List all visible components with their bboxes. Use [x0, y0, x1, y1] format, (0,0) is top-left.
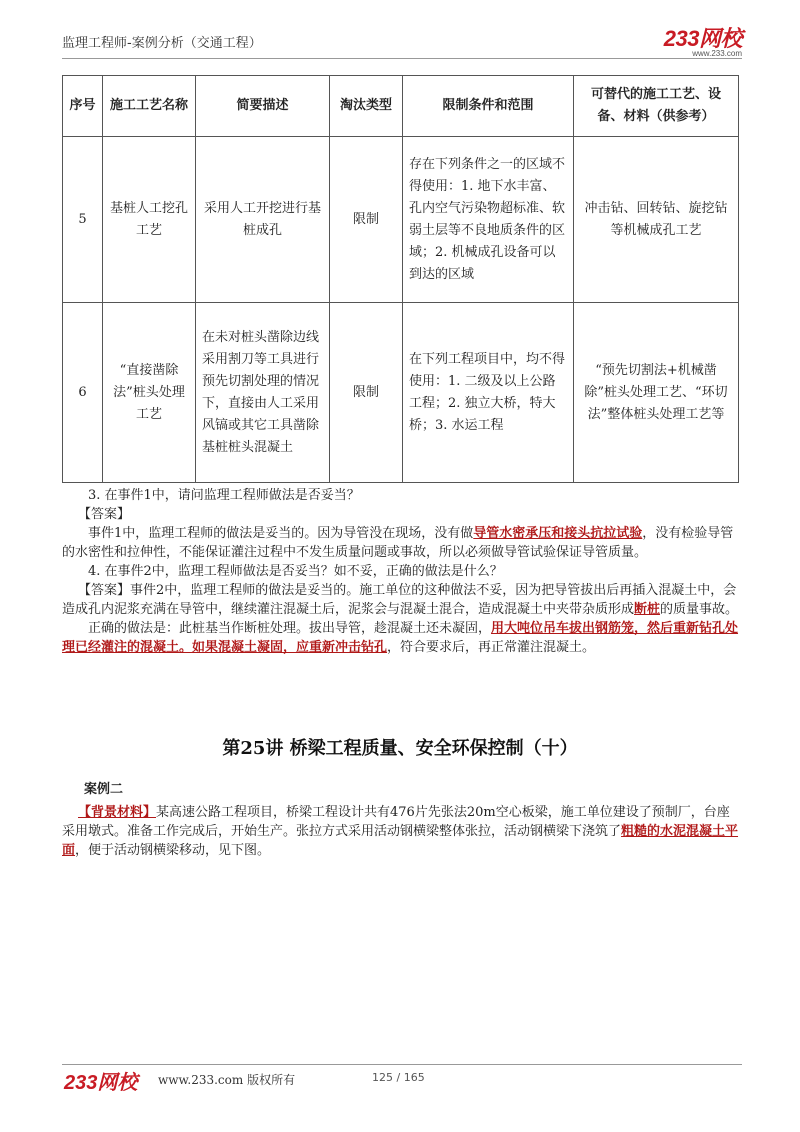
case-background: [62, 803, 740, 860]
page-header: [62, 26, 742, 62]
case-highlight: 粗糙的水泥混凝土平面: [62, 824, 739, 858]
col-header-type: 淘汰类型: [330, 76, 403, 137]
header-divider: [62, 58, 742, 59]
case-text-a: 某高速公路工程项目，桥梁工程设计共有476片先张法20m空心板梁，施工单位建设了预制厂，台座采用墩式。准备工作完成后，开始生产。张拉方式采用活动钢横梁整体张拉，活动钢横梁下浇筑了: [62, 805, 730, 839]
header-title: 监理工程师-案例分析（交通工程）: [62, 36, 262, 51]
cell-desc: 在未对桩头凿除边线采用割刀等工具进行预先切割处理的情况下，直接由人工采用风镐或其它工具凿除基桩桩头混凝土: [196, 303, 330, 483]
cell-limit: 存在下列条件之一的区域不得使用：1. 地下水丰富、孔内空气污染物超标准、软弱土层等不良地质条件的区域；2. 机械成孔设备可以到达的区域: [403, 137, 574, 303]
cell-type: 限制: [330, 137, 403, 303]
logo-text: 233网校: [663, 26, 742, 51]
answer-3: [62, 524, 740, 562]
page-number: 125 / 165: [372, 1071, 425, 1084]
cell-desc: 采用人工开挖进行基桩成孔: [196, 137, 330, 303]
cell-type: 限制: [330, 303, 403, 483]
answer-4-text-a: 事件2中，监理工程师的做法是妥当的。施工单位的这种做法不妥，因为把导管拔出后再插入混凝土中，会造成孔内泥浆充满在导管中，继续灌注混凝土后，泥浆会与混凝土混合，造成混凝土中夹带杂质形成: [62, 583, 737, 617]
correct-method: [62, 619, 740, 657]
question-4: 4. 在事件2中，监理工程师做法是否妥当？如不妥，正确的做法是什么？: [88, 564, 503, 579]
footer-logo: 233网校: [64, 1072, 138, 1094]
table-header-row: [63, 76, 739, 137]
col-header-limit: 限制条件和范围: [403, 76, 574, 137]
cell-limit: 在下列工程项目中，均不得使用：1. 二级及以上公路工程；2. 独立大桥，特大桥；3. 水运工程: [403, 303, 574, 483]
col-header-alt: 可替代的施工工艺、设备、材料（供参考）: [574, 76, 739, 137]
col-header-desc: 简要描述: [196, 76, 330, 137]
process-table: [62, 75, 739, 483]
page-footer: [62, 1066, 742, 1094]
case-section: [62, 780, 740, 860]
background-label: 【背景材料】: [78, 805, 157, 820]
footer-divider: [62, 1064, 742, 1065]
correct-method-text-a: 正确的做法是：此桩基当作断桩处理。拔出导管，趁混凝土还未凝固，: [88, 621, 492, 636]
cell-name: 基桩人工挖孔工艺: [103, 137, 196, 303]
footer-copyright: www.233.com 版权所有: [158, 1073, 296, 1087]
correct-method-text-b: ，符合要求后，再正常灌注混凝土。: [387, 640, 596, 655]
lecture-heading: 第25讲 桥梁工程质量、安全环保控制（十）: [222, 738, 578, 759]
answer-3-highlight: 导管水密承压和接头抗拉试验: [473, 526, 643, 541]
cell-no: 5: [63, 137, 103, 303]
case-title: 案例二: [84, 782, 124, 797]
cell-alt: “预先切割法+机械凿除”桩头处理工艺、“环切法”整体桩头处理工艺等: [574, 303, 739, 483]
case-text-b: ，便于活动钢横梁移动，见下图。: [75, 843, 271, 858]
cell-no: 6: [63, 303, 103, 483]
correct-method-highlight: 用大吨位吊车拔出钢筋笼，然后重新钻孔处理已经灌注的混凝土。如果混凝土凝固，应重新冲击钻孔: [62, 621, 739, 655]
table-row: [63, 137, 739, 303]
logo-url: www.233.com: [692, 49, 742, 58]
answer-4-text-b: 的质量事故。: [660, 602, 739, 617]
col-header-no: 序号: [63, 76, 103, 137]
answer-3-text-a: 事件1中，监理工程师的做法是妥当的。因为导管没在现场，没有做: [88, 526, 474, 541]
col-header-name: 施工工艺名称: [103, 76, 196, 137]
answer-3-text-b: ，没有检验导管的水密性和拉伸性，不能保证灌注过程中不发生质量问题或事故，所以必须做导管试验保证导管质量。: [62, 526, 734, 560]
qa-section: [62, 486, 740, 657]
answer-label-3: 【答案】: [78, 507, 131, 522]
table-row: [63, 303, 739, 483]
cell-alt: 冲击钻、回转钻、旋挖钻等机械成孔工艺: [574, 137, 739, 303]
answer-4-highlight: 断桩: [634, 602, 661, 617]
answer-label-4: 【答案】: [78, 583, 131, 598]
cell-name: “直接凿除法”桩头处理工艺: [103, 303, 196, 483]
question-3: 3. 在事件1中，请问监理工程师做法是否妥当？: [88, 488, 360, 503]
answer-4: [62, 581, 740, 619]
brand-logo: [664, 22, 742, 58]
